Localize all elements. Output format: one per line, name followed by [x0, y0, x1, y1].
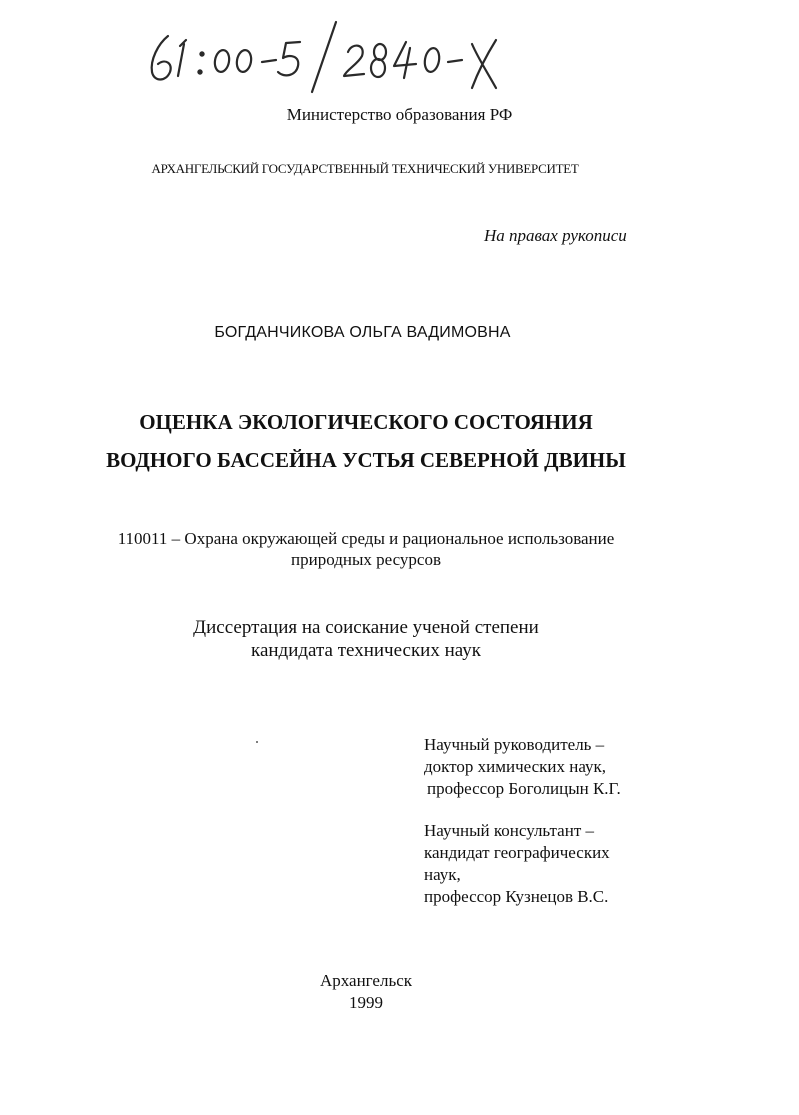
city-name: Архангельск	[319, 971, 413, 990]
consultant-line-4: профессор Кузнецов В.С.	[424, 887, 609, 906]
advisor-line-2: доктор химических наук,	[424, 757, 607, 776]
specialty-line-1: 110011 – Охрана окружающей среды и рациональное использование	[117, 529, 615, 548]
handwritten-number-graphic	[140, 14, 510, 94]
dissertation-title	[0, 403, 732, 479]
degree-line-1: Диссертация на соискание ученой степени	[193, 617, 539, 638]
title-line-1: ОЦЕНКА ЭКОЛОГИЧЕСКОГО СОСТОЯНИЯ	[139, 410, 593, 434]
handwritten-catalog-number	[140, 14, 510, 94]
manuscript-rights-note: На правах рукописи	[484, 226, 627, 245]
advisor-line-1: Научный руководитель –	[424, 735, 605, 754]
specialty-line-2: природных ресурсов	[291, 550, 441, 569]
scientific-advisor	[424, 734, 621, 800]
scan-speck	[256, 741, 258, 743]
advisor-line-3: профессор Боголицын К.Г.	[427, 779, 621, 798]
scientific-consultant	[424, 820, 610, 908]
specialty-code	[0, 528, 732, 570]
ministry-name: Министерство образования РФ	[286, 105, 513, 124]
degree-line-2: кандидата технических наук	[251, 640, 481, 661]
consultant-line-1: Научный консультант –	[424, 821, 594, 840]
publication-year: 1999	[349, 993, 383, 1012]
title-line-2: ВОДНОГО БАССЕЙНА УСТЬЯ СЕВЕРНОЙ ДВИНЫ	[106, 448, 626, 472]
place-and-year	[0, 970, 732, 1014]
consultant-line-2: кандидат географических	[424, 843, 610, 862]
university-name: АРХАНГЕЛЬСКИЙ ГОСУДАРСТВЕННЫЙ ТЕХНИЧЕСКИЙ УНИВЕРСИТЕТ	[151, 161, 579, 176]
author-name: БОГДАНЧИКОВА ОЛЬГА ВАДИМОВНА	[214, 324, 511, 341]
degree-statement	[0, 616, 732, 662]
consultant-line-3: наук,	[424, 865, 461, 884]
